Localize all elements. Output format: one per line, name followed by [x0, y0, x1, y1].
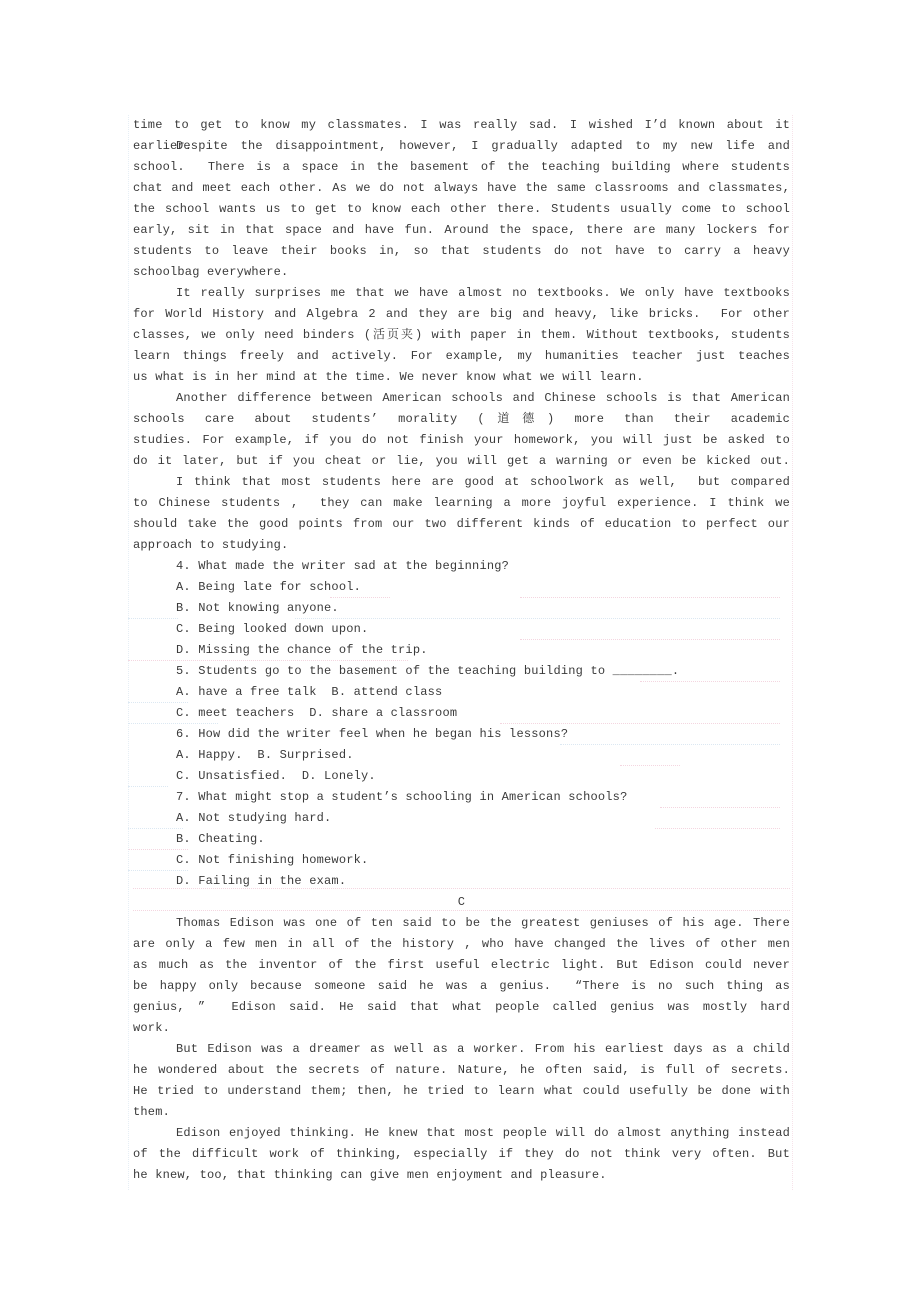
body-line: he wondered about the secrets of nature. Nature, he often said, is full of secrets.: [133, 1063, 790, 1077]
body-line: school. There is a space in the basement of the teaching building where students: [133, 160, 790, 174]
option-line: A. Being late for school.: [176, 580, 362, 594]
margin-dotted-line: [792, 115, 793, 1190]
body-line: chat and meet each other. As we do not always have the same classrooms and classmates,: [133, 181, 790, 195]
body-line: the school wants us to get to know each other there. Students usually come to school: [133, 202, 790, 216]
body-line: as much as the inventor of the first useful electric light. But Edison could never: [133, 958, 790, 972]
body-line: for World History and Algebra 2 and they are big and heavy, like bricks. For other: [133, 307, 790, 321]
body-line: schoolbag everywhere.: [133, 265, 289, 279]
body-line: early, sit in that space and have fun. Around the space, there are many lockers for: [133, 223, 790, 237]
body-line: He tried to understand them; then, he tried to learn what could usefully be done with: [133, 1084, 790, 1098]
option-line: A. Not studying hard.: [176, 811, 332, 825]
option-line: C. Not finishing homework.: [176, 853, 369, 867]
option-line: B. Not knowing anyone.: [176, 601, 339, 615]
body-line: schools care about students’ morality (道德) more than their academic: [133, 412, 790, 426]
option-line: C. Unsatisfied. D. Lonely.: [176, 769, 376, 783]
body-line: Despite the disappointment, however, I gradually adapted to my new life and: [176, 139, 790, 153]
question-line: 7. What might stop a student’s schooling in American schools?: [176, 790, 628, 804]
body-line: us what is in her mind at the time. We never know what we will learn.: [133, 370, 644, 384]
body-line: Another difference between American schools and Chinese schools is that American: [176, 391, 790, 405]
body-line: to Chinese students , they can make learning a more joyful experience. I think we: [133, 496, 790, 510]
body-line: It really surprises me that we have almost no textbooks. We only have textbooks: [176, 286, 790, 300]
body-line: learn things freely and actively. For example, my humanities teacher just teaches: [133, 349, 790, 363]
section-header-line: C: [457, 895, 466, 909]
body-line: I think that most students here are good at schoolwork as well, but compared: [176, 475, 790, 489]
body-line: approach to studying.: [133, 538, 289, 552]
option-line: C. meet teachers D. share a classroom: [176, 706, 458, 720]
body-line: Edison enjoyed thinking. He knew that most people will do almost anything instead: [176, 1126, 790, 1140]
body-line: do it later, but if you cheat or lie, you will get a warning or even be kicked out.: [133, 454, 790, 468]
option-line: D. Failing in the exam.: [176, 874, 347, 888]
body-line: he knew, too, that thinking can give men enjoyment and pleasure.: [133, 1168, 607, 1182]
body-line: Thomas Edison was one of ten said to be the greatest geniuses of his age. There: [176, 916, 790, 930]
body-line: them.: [133, 1105, 171, 1119]
body-line: studies. For example, if you do not finish your homework, you will just be asked to: [133, 433, 790, 447]
option-line: A. have a free talk B. attend class: [176, 685, 443, 699]
margin-dotted-line: [128, 115, 129, 1190]
question-line: 4. What made the writer sad at the beginning?: [176, 559, 510, 573]
option-line: C. Being looked down upon.: [176, 622, 369, 636]
body-line: classes, we only need binders (活页夹) with paper in them. Without textbooks, students: [133, 328, 790, 342]
body-line: students to leave their books in, so that students do not have to carry a heavy: [133, 244, 790, 258]
question-line: 6. How did the writer feel when he began his lessons?: [176, 727, 569, 741]
option-line: D. Missing the chance of the trip.: [176, 643, 428, 657]
body-line: genius, ” Edison said. He said that what people called genius was mostly hard: [133, 1000, 790, 1014]
body-line: are only a few men in all of the history , who have changed the lives of other men: [133, 937, 790, 951]
body-line: time to get to know my classmates. I was really sad. I wished I’d known about it earlier.: [133, 118, 790, 153]
option-line: B. Cheating.: [176, 832, 265, 846]
body-line: of the difficult work of thinking, especially if they do not think very often. But: [133, 1147, 790, 1161]
body-line: should take the good points from our two different kinds of education to perfect our: [133, 517, 790, 531]
body-line: But Edison was a dreamer as well as a worker. From his earliest days as a child: [176, 1042, 790, 1056]
body-line: work.: [133, 1021, 171, 1035]
passage-text-block: [133, 115, 790, 1186]
question-line: 5. Students go to the basement of the teaching building to ________.: [176, 664, 680, 678]
body-line: be happy only because someone said he was a genius. “There is no such thing as: [133, 979, 790, 993]
option-line: A. Happy. B. Surprised.: [176, 748, 354, 762]
